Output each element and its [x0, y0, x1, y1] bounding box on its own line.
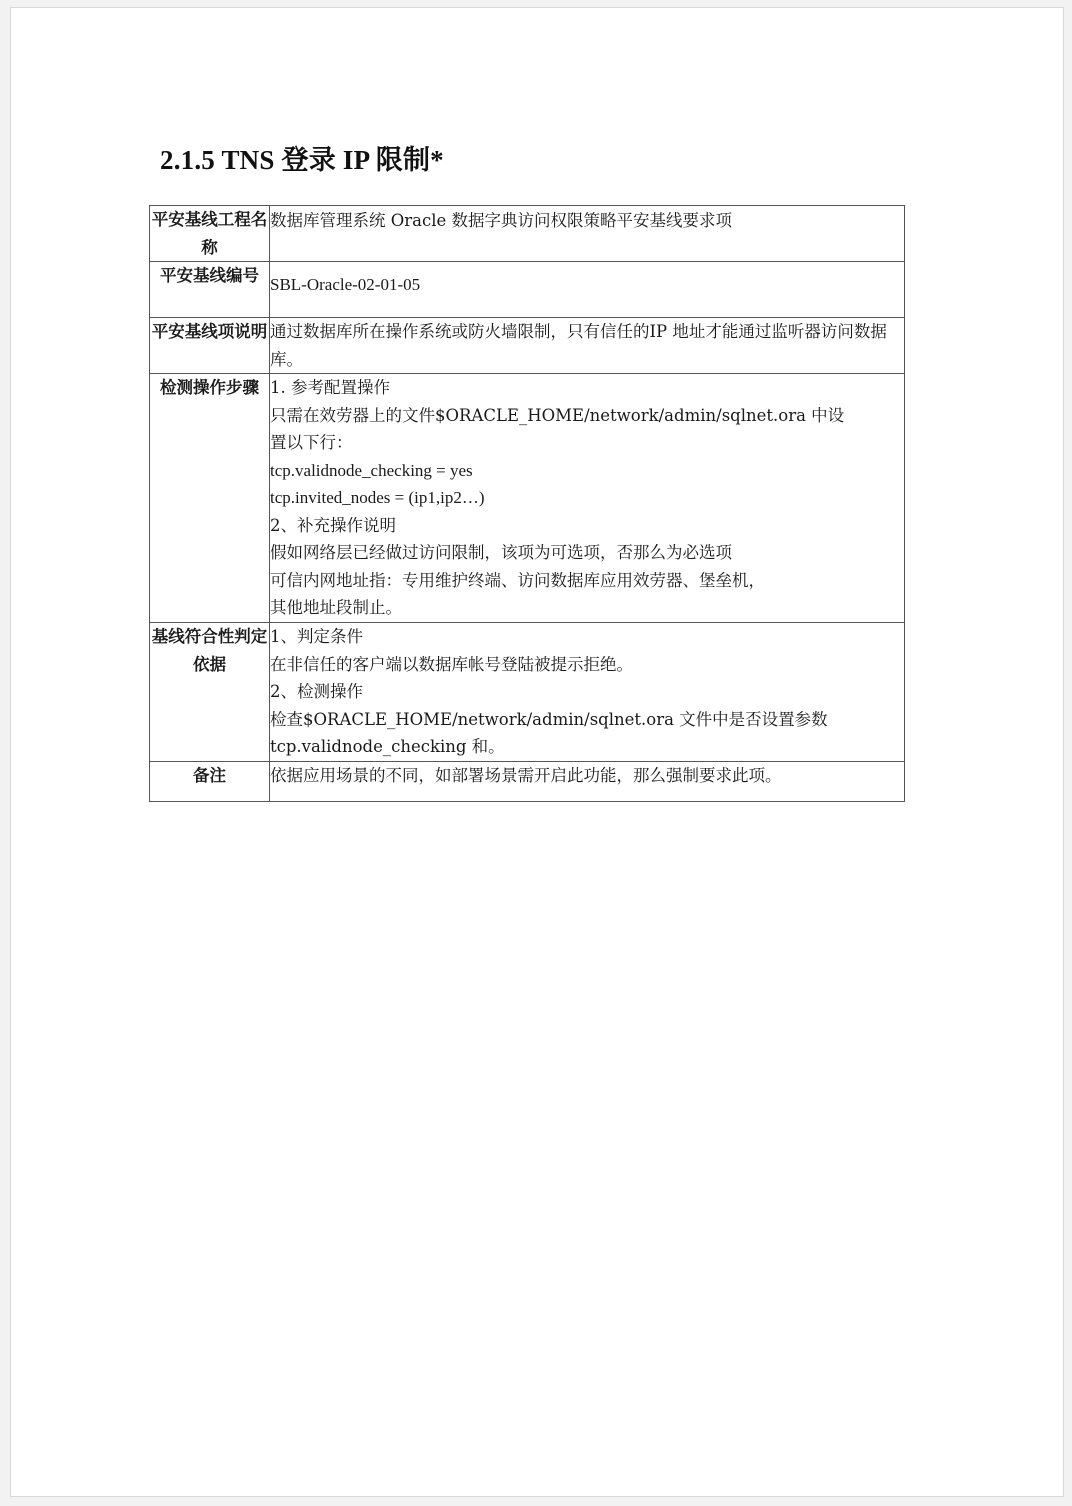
description-text: 通过数据库所在操作系统或防火墙限制，只有信任的IP 地址才能通过监听器访问数据库。 [270, 322, 887, 369]
check-step-line: 假如网络层已经做过访问限制，该项为可选项，否那么为必选项 [270, 543, 732, 562]
row-value-compliance [270, 623, 905, 762]
config-line: tcp.invited_nodes = (ip1,ip2…) [270, 488, 485, 507]
row-value-remarks [270, 761, 905, 801]
check-step-line: 其他地址段制止。 [270, 598, 402, 617]
table-row-project-name [150, 206, 905, 262]
compliance-line: tcp.validnode_checking 和。 [270, 737, 505, 756]
check-step-line: 置以下行： [270, 433, 353, 452]
compliance-line: 检查$ORACLE_HOME/network/admin/sqlnet.ora 文件中是否设置参数 [270, 709, 828, 729]
table-row-compliance [150, 623, 905, 762]
row-label-description: 平安基线项说明 [150, 318, 270, 374]
check-step-line: 可信内网地址指：专用维护终端、访问数据库应用效劳器、堡垒机， [270, 570, 765, 590]
table-row-description [150, 318, 905, 374]
row-label-compliance: 基线符合性判定依据 [150, 623, 270, 762]
row-value-baseline-id [270, 262, 905, 318]
row-value-description [270, 318, 905, 374]
row-value-project-name [270, 206, 905, 262]
row-value-check-steps [270, 374, 905, 623]
compliance-line: 2、检测操作 [270, 682, 363, 701]
row-label-remarks: 备注 [150, 761, 270, 801]
check-step-line: 只需在效劳器上的文件$ORACLE_HOME/network/admin/sqlnet.ora 中设 [270, 405, 845, 425]
compliance-line: 在非信任的客户端以数据库帐号登陆被提示拒绝。 [270, 654, 633, 674]
check-step-line: 1. 参考配置操作 [270, 378, 390, 397]
baseline-id-text: SBL-Oracle-02-01-05 [270, 275, 421, 294]
remarks-text: 依据应用场景的不同，如部署场景需开启此功能，那么强制要求此项。 [270, 765, 782, 785]
table-row-remarks [150, 761, 905, 801]
table-row-baseline-id [150, 262, 905, 318]
table-row-check-steps [150, 374, 905, 623]
baseline-spec-table [149, 205, 905, 802]
check-step-line: 2、补充操作说明 [270, 515, 396, 535]
project-name-text: 数据库管理系统 Oracle 数据字典访问权限策略平安基线要求项 [270, 211, 733, 230]
row-label-check-steps: 检测操作步骤 [150, 374, 270, 623]
compliance-line: 1、判定条件 [270, 627, 363, 646]
config-line: tcp.validnode_checking = yes [270, 460, 473, 480]
row-label-baseline-id: 平安基线编号 [150, 262, 270, 318]
row-label-project-name: 平安基线工程名称 [150, 206, 270, 262]
section-heading: 2.1.5 TNS 登录 IP 限制* [160, 145, 444, 175]
